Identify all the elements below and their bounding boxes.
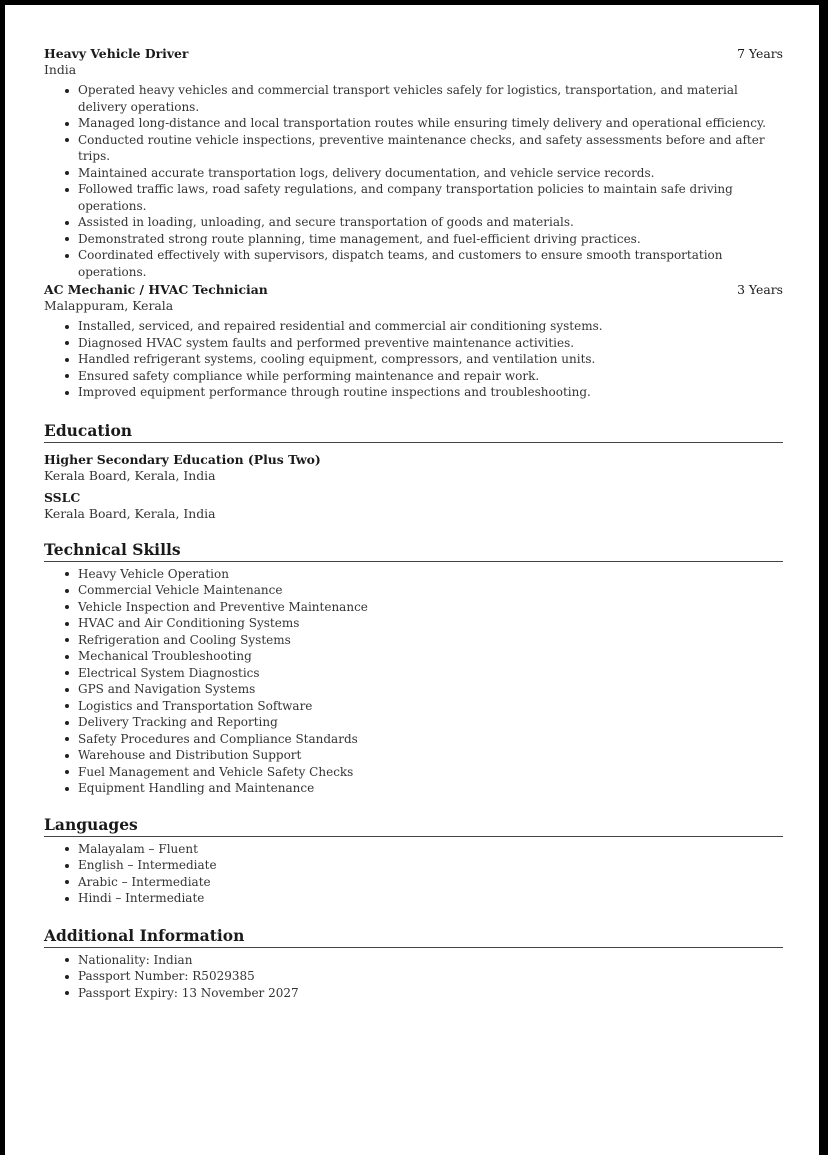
- skill-item: Vehicle Inspection and Preventive Maintenance: [78, 599, 783, 616]
- job-bullet: Coordinated effectively with supervisors, dispatch teams, and customers to ensure smooth transportation operations.: [78, 247, 783, 280]
- job-location: Malappuram, Kerala: [44, 298, 174, 313]
- job-bullet: Managed long-distance and local transportation routes while ensuring timely delivery and operational efficiency.: [78, 115, 783, 132]
- job-duration: 7 Years: [737, 46, 783, 61]
- additional-info-list: [44, 952, 783, 1002]
- skill-item: Heavy Vehicle Operation: [78, 566, 783, 583]
- additional-info-item: Passport Expiry: 13 November 2027: [78, 985, 783, 1002]
- job-entry: [44, 281, 783, 401]
- education-section: [44, 421, 783, 522]
- job-bullet: Handled refrigerant systems, cooling equipment, compressors, and ventilation units.: [78, 351, 783, 368]
- job-header: [44, 281, 783, 298]
- skill-item: Logistics and Transportation Software: [78, 698, 783, 715]
- job-bullet: Ensured safety compliance while performing maintenance and repair work.: [78, 368, 783, 385]
- job-bullets: [44, 318, 783, 401]
- section-heading: Technical Skills: [44, 540, 783, 562]
- skill-item: Warehouse and Distribution Support: [78, 747, 783, 764]
- education-detail: Kerala Board, Kerala, India: [44, 467, 216, 483]
- job-bullet: Demonstrated strong route planning, time management, and fuel-efficient driving practices.: [78, 231, 783, 248]
- language-item: Hindi – Intermediate: [78, 890, 783, 907]
- language-item: Arabic – Intermediate: [78, 874, 783, 891]
- job-entry: [44, 45, 783, 280]
- education-title: SSLC: [44, 489, 81, 505]
- languages-section: [44, 815, 783, 907]
- section-heading: Additional Information: [44, 926, 783, 948]
- section-heading: Languages: [44, 815, 783, 837]
- job-bullet: Operated heavy vehicles and commercial transport vehicles safely for logistics, transportation, and material delivery operations.: [78, 82, 783, 115]
- language-item: Malayalam – Fluent: [78, 841, 783, 858]
- additional-info-item: Nationality: Indian: [78, 952, 783, 969]
- language-item: English – Intermediate: [78, 857, 783, 874]
- job-bullet: Installed, serviced, and repaired residential and commercial air conditioning systems.: [78, 318, 783, 335]
- skill-item: HVAC and Air Conditioning Systems: [78, 615, 783, 632]
- education-entry: [44, 490, 783, 522]
- job-header: [44, 45, 783, 62]
- job-location: India: [44, 62, 77, 77]
- section-heading: Education: [44, 421, 783, 443]
- education-entry: [44, 452, 783, 484]
- additional-info-section: [44, 926, 783, 1002]
- skill-item: Refrigeration and Cooling Systems: [78, 632, 783, 649]
- skill-item: Delivery Tracking and Reporting: [78, 714, 783, 731]
- job-duration: 3 Years: [737, 282, 783, 297]
- skill-item: Fuel Management and Vehicle Safety Checks: [78, 764, 783, 781]
- education-detail: Kerala Board, Kerala, India: [44, 505, 216, 521]
- skill-item: Commercial Vehicle Maintenance: [78, 582, 783, 599]
- job-bullet: Improved equipment performance through routine inspections and troubleshooting.: [78, 384, 783, 401]
- skill-item: Electrical System Diagnostics: [78, 665, 783, 682]
- resume-content: [44, 45, 783, 1001]
- job-bullet: Maintained accurate transportation logs, delivery documentation, and vehicle service records.: [78, 165, 783, 182]
- skill-item: GPS and Navigation Systems: [78, 681, 783, 698]
- job-bullet: Conducted routine vehicle inspections, preventive maintenance checks, and safety assessments before and after trips.: [78, 132, 783, 165]
- skill-item: Mechanical Troubleshooting: [78, 648, 783, 665]
- job-title: Heavy Vehicle Driver: [44, 46, 189, 61]
- job-bullets: [44, 82, 783, 280]
- skill-item: Safety Procedures and Compliance Standards: [78, 731, 783, 748]
- additional-info-item: Passport Number: R5029385: [78, 968, 783, 985]
- education-title: Higher Secondary Education (Plus Two): [44, 451, 321, 467]
- skills-list: [44, 566, 783, 797]
- resume-page: [5, 5, 819, 1155]
- job-bullet: Followed traffic laws, road safety regulations, and company transportation policies to maintain safe driving operations.: [78, 181, 783, 214]
- skill-item: Equipment Handling and Maintenance: [78, 780, 783, 797]
- job-bullet: Diagnosed HVAC system faults and performed preventive maintenance activities.: [78, 335, 783, 352]
- job-title: AC Mechanic / HVAC Technician: [44, 282, 268, 297]
- skills-section: [44, 540, 783, 797]
- languages-list: [44, 841, 783, 907]
- job-bullet: Assisted in loading, unloading, and secure transportation of goods and materials.: [78, 214, 783, 231]
